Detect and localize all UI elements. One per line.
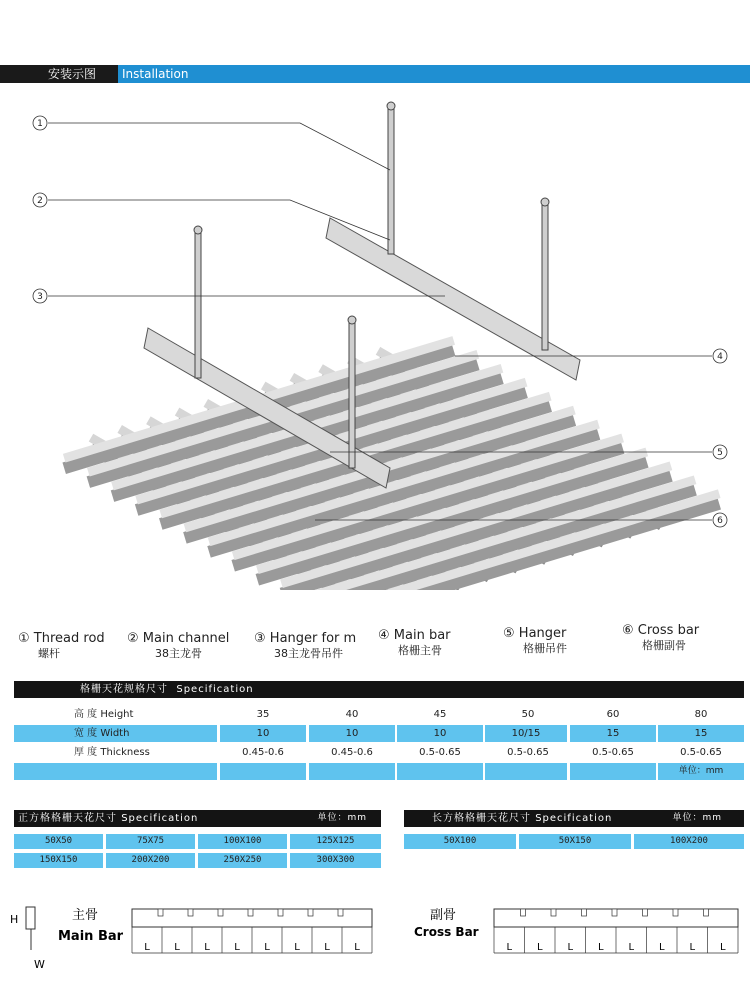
table-cell: 10 — [220, 725, 306, 742]
legend-cn: 格栅主骨 — [398, 644, 442, 657]
header-title-cn: 安装示图 — [0, 65, 118, 83]
table-cell: 45 — [433, 709, 447, 720]
main-bar-profile — [132, 909, 372, 953]
square-size-cell: 300X300 — [290, 853, 381, 868]
l-label: L — [506, 942, 513, 953]
square-size-cell: 150X150 — [14, 853, 103, 868]
callout-5-label: 5 — [717, 448, 723, 458]
legend-cn: 38主龙骨吊件 — [274, 647, 343, 660]
square-size-cell: 125X125 — [290, 834, 381, 849]
legend-num: ③ — [254, 631, 266, 646]
row-label-en: Thickness — [100, 747, 150, 758]
profile-slot — [704, 909, 709, 916]
profile-slot — [158, 909, 163, 916]
legend-num: ⑤ — [503, 626, 515, 641]
table-cell — [485, 763, 567, 780]
rect-size-cell: 100X200 — [634, 834, 744, 849]
table-cell: 10 — [309, 725, 395, 742]
l-label: L — [658, 942, 665, 953]
profile-slot — [218, 909, 223, 916]
table-cell: 60 — [606, 709, 620, 720]
legend-cross-bar — [622, 623, 699, 653]
profile-slot — [521, 909, 526, 916]
profile-slot — [612, 909, 617, 916]
rect-spec-header — [404, 810, 744, 827]
spec-title-en: Specification — [176, 684, 254, 695]
rect-size-cell: 50X150 — [519, 834, 631, 849]
square-title-cn: 正方格格栅天花尺寸 — [18, 813, 117, 824]
callout-2-label: 2 — [37, 196, 43, 206]
square-size-cell: 200X200 — [106, 853, 195, 868]
h-label: H — [10, 913, 19, 926]
l-label: L — [234, 942, 240, 953]
profile-slot — [673, 909, 678, 916]
unit-label: 单位：mm — [658, 763, 744, 780]
profile-slot — [308, 909, 313, 916]
row-label — [74, 725, 129, 742]
table-cell — [309, 763, 395, 780]
spec-row-thickness — [14, 744, 744, 761]
cross-bar-profile — [494, 909, 738, 953]
row-label-en: Height — [100, 709, 134, 720]
legend-num: ② — [127, 631, 139, 646]
legend-hanger — [503, 626, 567, 656]
spec-row-width — [14, 725, 744, 742]
table-cell: 15 — [658, 725, 744, 742]
table-cell: 10 — [397, 725, 483, 742]
l-label: L — [597, 942, 604, 953]
table-cell: 80 — [694, 709, 708, 720]
table-cell: 0.45-0.6 — [331, 747, 373, 758]
cross-bar-cn: 副骨 — [430, 908, 457, 923]
l-label: L — [567, 942, 574, 953]
square-spec-header — [14, 810, 381, 827]
profile-slot — [188, 909, 193, 916]
rect-unit: 单位：mm — [672, 813, 722, 823]
section-header — [0, 65, 750, 83]
square-size-cell: 75X75 — [106, 834, 195, 849]
main-bar-section — [26, 907, 35, 929]
row-label — [74, 744, 150, 761]
table-cell: 15 — [570, 725, 656, 742]
legend-main-channel — [127, 631, 229, 661]
rect-title-cn: 长方格格栅天花尺寸 — [432, 813, 531, 824]
rect-size-cell: 50X100 — [404, 834, 516, 849]
l-label: L — [354, 942, 360, 953]
l-label: L — [719, 942, 726, 953]
legend-num: ① — [18, 631, 30, 646]
cross-bar-en: Cross Bar — [414, 925, 479, 939]
main-bar-cn: 主骨 — [72, 908, 99, 923]
legend-en: Hanger — [518, 626, 567, 641]
l-label: L — [144, 942, 150, 953]
l-label: L — [689, 942, 696, 953]
callout-1-label: 1 — [37, 119, 43, 129]
l-label: L — [628, 942, 635, 953]
square-unit: 单位：mm — [317, 813, 367, 823]
rect-title-en: Specification — [535, 813, 613, 824]
legend-num: ④ — [378, 628, 390, 643]
profile-slot — [582, 909, 587, 916]
table-cell — [220, 763, 306, 780]
legend-hanger-main — [254, 631, 356, 661]
header-title-en: Installation — [118, 65, 750, 83]
legend-cn: 格栅副骨 — [642, 639, 686, 652]
table-cell: 0.5-0.65 — [419, 747, 461, 758]
callout-3-label: 3 — [37, 292, 43, 302]
square-size-cell: 100X100 — [198, 834, 287, 849]
l-label: L — [204, 942, 210, 953]
row-label-bg — [14, 763, 217, 780]
callout-4-label: 4 — [717, 352, 723, 362]
w-label: W — [34, 958, 45, 971]
profile-slot — [278, 909, 283, 916]
profile-slot — [248, 909, 253, 916]
table-cell: 0.5-0.65 — [507, 747, 549, 758]
table-cell: 10/15 — [485, 725, 567, 742]
table-cell — [397, 763, 483, 780]
l-label: L — [536, 942, 543, 953]
table-cell — [570, 763, 656, 780]
legend-en: Cross bar — [637, 623, 700, 638]
table-cell: 0.45-0.6 — [242, 747, 284, 758]
legend-en: Main channel — [142, 631, 230, 646]
legend-cn: 螺杆 — [38, 647, 60, 660]
l-label: L — [174, 942, 180, 953]
table-cell: 50 — [521, 709, 535, 720]
ceiling-grid — [64, 340, 719, 590]
main-bar-en: Main Bar — [58, 929, 124, 944]
spec-title-cn: 格栅天花规格尺寸 — [80, 684, 168, 695]
profile-slot — [338, 909, 343, 916]
legend-cn: 38主龙骨 — [155, 647, 202, 660]
row-label-cn: 厚 度 — [74, 747, 98, 758]
row-label-en: Width — [100, 728, 130, 739]
square-size-cell: 250X250 — [198, 853, 287, 868]
legend-thread-rod — [18, 631, 105, 661]
row-label-cn: 宽 度 — [74, 728, 98, 739]
profile-slot — [643, 909, 648, 916]
legend-en: Thread rod — [33, 631, 105, 646]
table-cell: 0.5-0.65 — [592, 747, 634, 758]
table-cell: 40 — [345, 709, 359, 720]
table-cell: 35 — [256, 709, 270, 720]
spec-row-unit — [14, 763, 744, 780]
legend-main-bar — [378, 628, 451, 658]
legend-en: Main bar — [393, 628, 451, 643]
bar-profiles — [0, 895, 750, 981]
l-label: L — [264, 942, 270, 953]
legend-en: Hanger for m — [269, 631, 357, 646]
legend-num: ⑥ — [622, 623, 634, 638]
spec-table-header — [14, 681, 744, 698]
row-label — [74, 706, 133, 723]
profile-slot — [551, 909, 556, 916]
spec-row-height — [14, 706, 744, 723]
legend-cn: 格栅吊件 — [523, 642, 567, 655]
installation-diagram — [0, 90, 750, 590]
square-size-cell: 50X50 — [14, 834, 103, 849]
l-label: L — [324, 942, 330, 953]
table-cell: 0.5-0.65 — [680, 747, 722, 758]
callout-6-label: 6 — [717, 516, 723, 526]
row-label-cn: 高 度 — [74, 709, 98, 720]
l-label: L — [294, 942, 300, 953]
square-title-en: Specification — [121, 813, 199, 824]
